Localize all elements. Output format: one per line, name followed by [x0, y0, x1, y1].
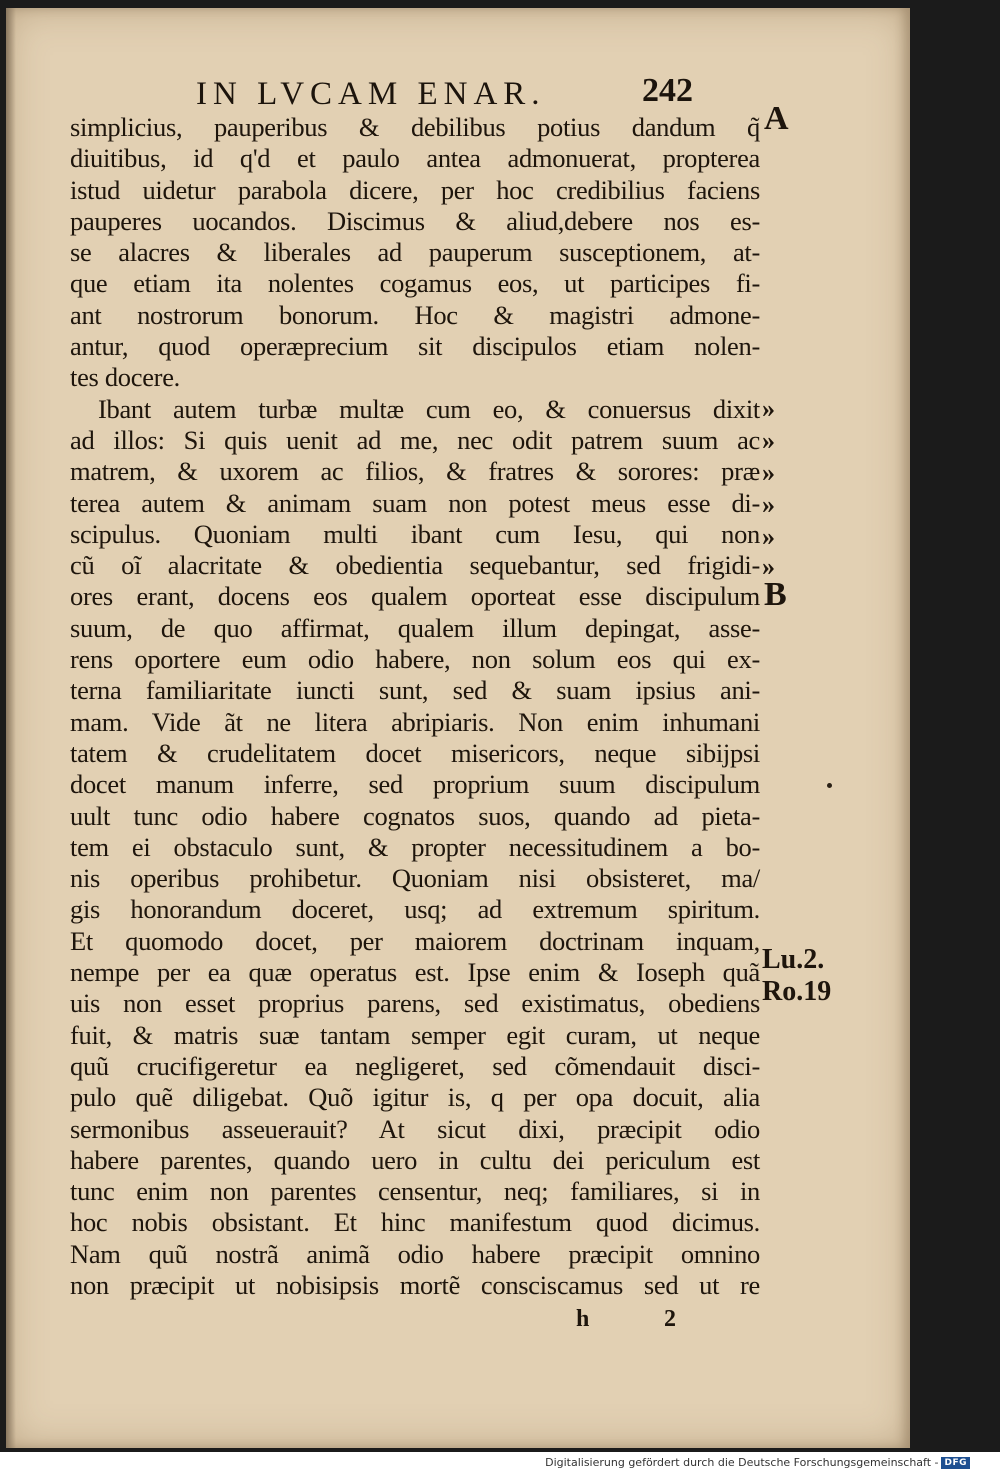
quotation-mark: » [762, 394, 775, 423]
text-line: nis operibus prohibetur. Quoniam nisi obsisteret, ma/ [70, 863, 760, 894]
text-line: Et quomodo docet, per maiorem doctrinam inquam, [70, 925, 760, 956]
text-line: antur, quod operæprecium sit discipulos etiam nolen- [70, 331, 760, 362]
text-line: suum, de quo affirmat, qualem illum depingat, asse- [70, 612, 760, 643]
text-line: Nam quũ nostrã animã odio habere præcipit omnino [70, 1238, 760, 1269]
text-line: ores erant, docens eos qualem oporteat esse discipulum [70, 581, 760, 612]
text-line: tem ei obstaculo sunt, & propter necessitudinem a bo- [70, 831, 760, 862]
text-line: ant nostrorum bonorum. Hoc & magistri admone- [70, 299, 760, 330]
margin-reference: Lu.2. [762, 944, 825, 975]
text-line: habere parentes, quando uero in cultu dei periculum est [70, 1144, 760, 1175]
text-line: nempe per ea quæ operatus est. Ipse enim & Ioseph quã [70, 957, 760, 988]
ink-speck [827, 783, 832, 788]
text-line: gis honorandum doceret, usq; ad extremum spiritum. [70, 894, 760, 925]
quotation-mark: » [762, 458, 775, 487]
running-head: IN LVCAM ENAR. [196, 76, 546, 112]
text-line: ad illos: Si quis uenit ad me, nec odit patrem suum ac [70, 424, 760, 455]
text-line: Ibant autem turbæ multæ cum eo, & conuersus dixit [98, 393, 760, 424]
text-line: pulo quẽ diligebat. Quõ igitur is, q per opa docuit, alia [70, 1082, 760, 1113]
text-line: istud uidetur parabola dicere, per hoc credibilius faciens [70, 174, 760, 205]
text-line: sermonibus asseuerauit? At sicut dixi, præcipit odio [70, 1113, 760, 1144]
text-line: se alacres & liberales ad pauperum susceptionem, at- [70, 237, 760, 268]
text-line: tatem & crudelitatem docet misericors, neque sibijpsi [70, 737, 760, 768]
quotation-mark: » [762, 490, 775, 519]
quotation-mark: » [762, 552, 775, 581]
text-line: tunc enim non parentes censentur, neq; familiares, si in [70, 1176, 760, 1207]
dfg-logo: DFG [941, 1457, 970, 1469]
margin-letter-b: B [764, 576, 787, 613]
signature-mark: h [576, 1306, 590, 1332]
text-line: terea autem & animam suam non potest meus esse di- [70, 487, 760, 518]
text-line: fuit, & matris suæ tantam semper egit curam, ut neque [70, 1019, 760, 1050]
text-line: cũ oĩ alacritate & obedientia sequebantur, sed frigidi- [70, 550, 760, 581]
text-line: hoc nobis obsistant. Et hinc manifestum quod dicimus. [70, 1207, 760, 1238]
text-line: quũ crucifigeretur ea negligeret, sed cõmendauit disci- [70, 1050, 760, 1081]
text-line: non præcipit ut nobisipsis mortẽ consciscamus sed ut re [70, 1269, 760, 1300]
page-number: 242 [642, 72, 693, 109]
text-line: pauperes uocandos. Discimus & aliud,debere nos es- [70, 205, 760, 236]
text-line: terna familiaritate iuncti sunt, sed & suam ipsius ani- [70, 675, 760, 706]
margin-letter-a: A [764, 100, 789, 137]
text-line: scipulus. Quoniam multi ibant cum Iesu, qui non [70, 518, 760, 549]
margin-reference: Ro.19 [762, 976, 832, 1007]
text-line: matrem, & uxorem ac filios, & fratres & sorores: præ [70, 456, 760, 487]
text-line: tes docere. [70, 362, 180, 393]
quotation-mark: » [762, 522, 775, 551]
signature-mark: 2 [664, 1306, 676, 1332]
text-line: simplicius, pauperibus & debilibus potius dandum q̃ [70, 112, 760, 142]
body-text [70, 112, 760, 1301]
credit-text: Digitalisierung gefördert durch die Deutsche Forschungsgemeinschaft - [545, 1456, 939, 1469]
text-line: diuitibus, id q'd et paulo antea admonuerat, propterea [70, 143, 760, 174]
text-line: uult tunc odio habere cognatos suos, quando ad pieta- [70, 800, 760, 831]
text-line: rens oportere eum odio habere, non solum eos qui ex- [70, 644, 760, 675]
text-line: docet manum inferre, sed proprium suum discipulum [70, 769, 760, 800]
text-line: mam. Vide ãt ne litera abripiaris. Non enim inhumani [70, 706, 760, 737]
page-gutter-shadow [6, 8, 16, 1448]
text-line: que etiam ita nolentes cogamus eos, ut participes fi- [70, 268, 760, 299]
quotation-mark: » [762, 426, 775, 455]
text-line: uis non esset proprius parens, sed existimatus, obediens [70, 988, 760, 1019]
digitization-credit [545, 1456, 970, 1469]
